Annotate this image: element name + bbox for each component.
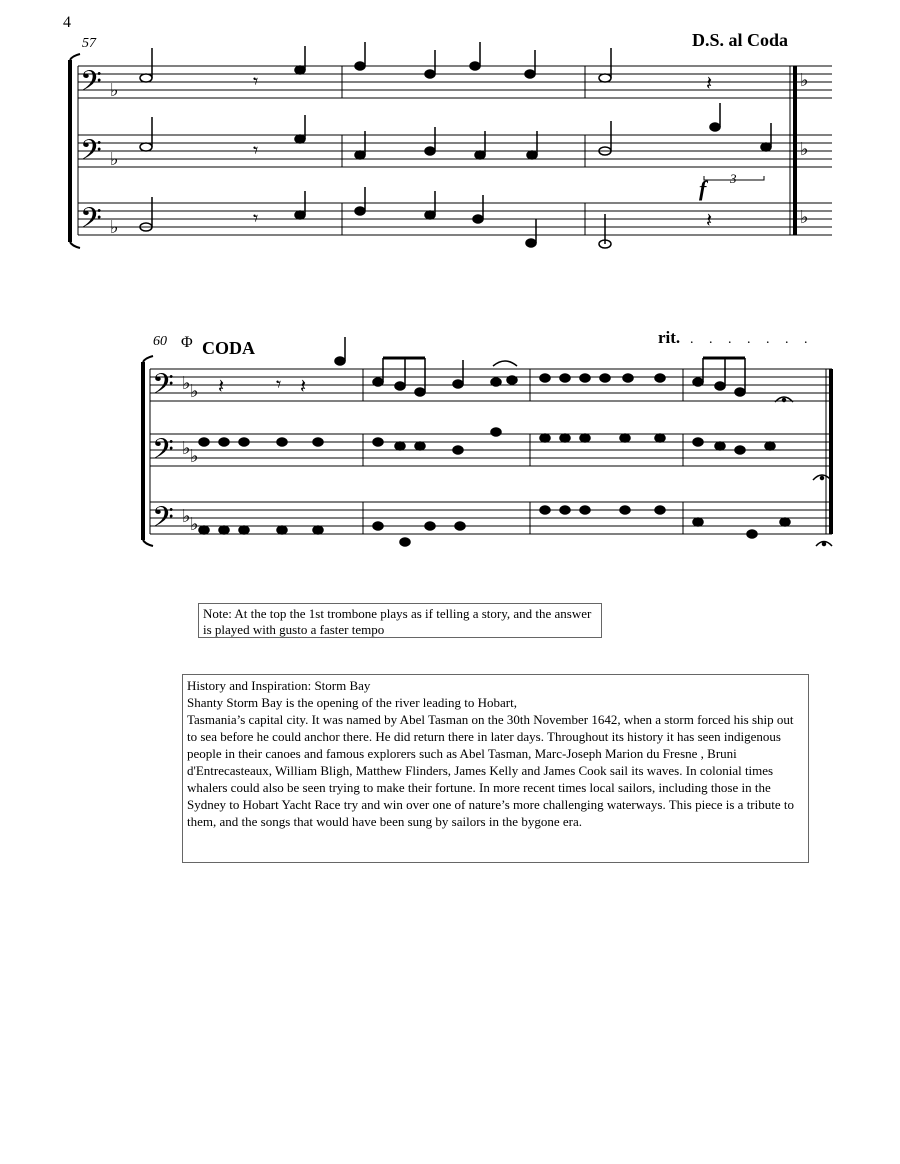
system-1-staff-lines xyxy=(78,66,832,235)
svg-text:𝄾: 𝄾 xyxy=(253,138,259,162)
coda-label: CODA xyxy=(202,338,255,358)
flat-icon: ♭ xyxy=(800,207,809,228)
history-body: Tasmania’s capital city. It was named by Abel Tasman on the 30th November 1642, when a storm forced his ship out to sea before he could anchor there. He did return there in later days. Throughout its history it has seen indigenous people in their canoes and famous explorers such as Abel Tasman, Marc-Joseph Marion du Fresne , Bruni d'Entrecasteaux, William Bligh, Matthew Flinders, James Kelly and James Cook sail its waves. In colonial times whalers could also be seen trying to make their fortune. In more recent times local sailors, including those in the Sydney to Hobart Yacht Race try and win over one of nature’s more challenging waterways. This piece is a tribute to them, and the songs that would have been sung by sailors in the bygone era. xyxy=(187,712,794,829)
ritardando-dots: . . . . . . . xyxy=(690,332,814,347)
coda-sign-icon: Φ xyxy=(181,334,193,351)
bass-clef-icon: 𝄢 xyxy=(80,134,102,174)
flat-icon: ♭ xyxy=(182,506,191,527)
flat-icon: ♭ xyxy=(190,446,199,467)
svg-text:𝄾: 𝄾 xyxy=(253,206,259,230)
page-number: 4 xyxy=(63,14,71,31)
svg-text:𝄽: 𝄽 xyxy=(706,71,713,95)
measure-number-60: 60 xyxy=(153,334,167,349)
history-box xyxy=(182,674,809,863)
svg-text:𝄽: 𝄽 xyxy=(300,374,307,398)
svg-text:𝄾: 𝄾 xyxy=(276,372,282,396)
flat-icon: ♭ xyxy=(182,438,191,459)
flat-icon: ♭ xyxy=(800,70,809,91)
flat-icon: ♭ xyxy=(110,149,119,170)
performance-note-box: Note: At the top the 1st trombone plays as if telling a story, and the answer is played with gusto a faster tempo xyxy=(198,603,602,638)
flat-icon: ♭ xyxy=(800,139,809,160)
measure-number-57: 57 xyxy=(82,36,96,51)
bass-clef-icon: 𝄢 xyxy=(152,433,174,473)
svg-text:𝄾: 𝄾 xyxy=(253,69,259,93)
svg-text:𝄽: 𝄽 xyxy=(218,374,225,398)
dynamic-forte: f xyxy=(699,176,707,201)
flat-icon: ♭ xyxy=(190,381,199,402)
bass-clef-icon: 𝄢 xyxy=(152,501,174,541)
flat-icon: ♭ xyxy=(182,373,191,394)
history-line1: Shanty Storm Bay is the opening of the river leading to Hobart, xyxy=(187,695,517,710)
history-title: History and Inspiration: Storm Bay xyxy=(187,678,371,693)
triplet-label: 3 xyxy=(730,171,737,186)
bass-clef-icon: 𝄢 xyxy=(80,202,102,242)
bass-clef-icon: 𝄢 xyxy=(80,65,102,105)
flat-icon: ♭ xyxy=(190,514,199,535)
bass-clef-icon: 𝄢 xyxy=(152,368,174,408)
flat-icon: ♭ xyxy=(110,217,119,238)
ds-al-coda-marking: D.S. al Coda xyxy=(692,30,789,50)
svg-text:𝄽: 𝄽 xyxy=(706,208,713,232)
flat-icon: ♭ xyxy=(110,80,119,101)
ritardando-marking: rit. xyxy=(658,328,681,347)
